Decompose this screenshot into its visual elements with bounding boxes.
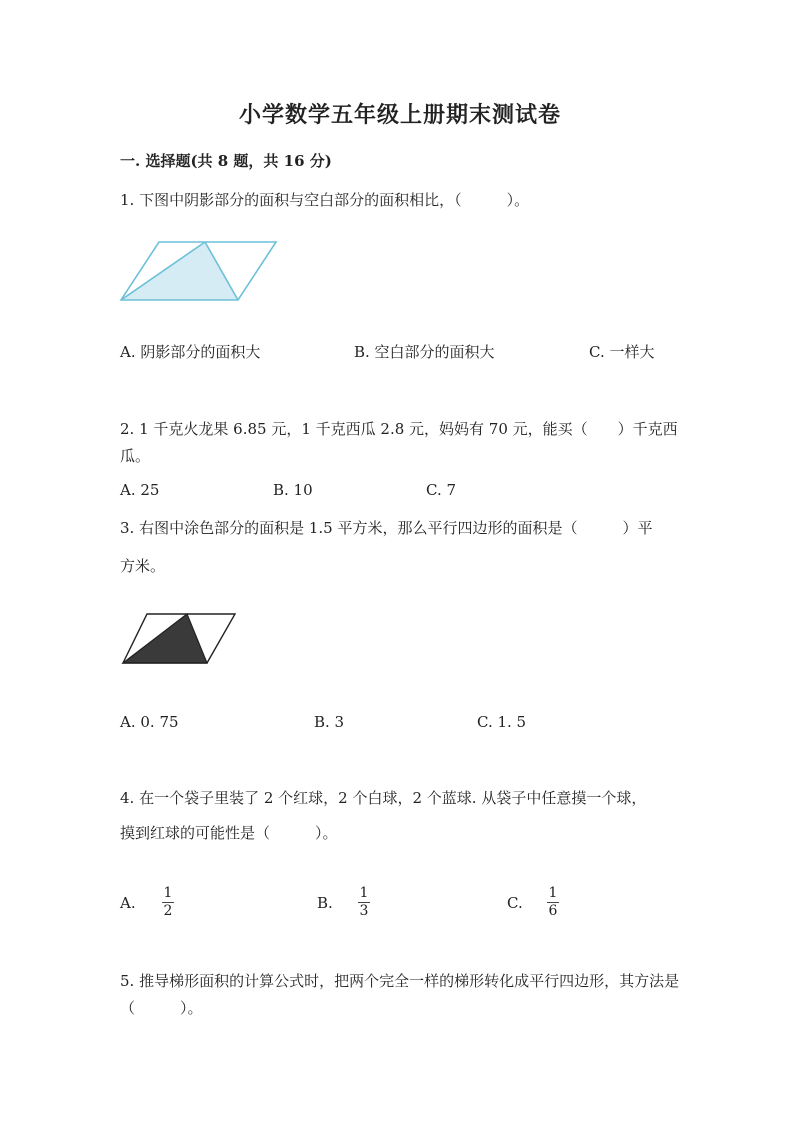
- q3-option-a[interactable]: A. 0. 75: [120, 713, 179, 731]
- q2-option-a[interactable]: A. 25: [120, 481, 160, 499]
- q4-option-a-denominator: 2: [163, 903, 173, 919]
- q1-shaded-triangle: [121, 242, 238, 300]
- question-3-line1: 3. 右图中涂色部分的面积是 1.5 平方米，那么平行四边形的面积是（ ）平: [120, 519, 653, 537]
- question-4-line2: 摸到红球的可能性是（ ）。: [120, 824, 338, 842]
- q4-option-c-numerator: 1: [548, 885, 558, 901]
- q1-option-a[interactable]: A. 阴影部分的面积大: [120, 343, 261, 361]
- q4-option-a-numerator: 1: [163, 885, 173, 901]
- question-5-text: 5. 推导梯形面积的计算公式时，把两个完全一样的梯形转化成平行四边形，其方法是（ ）。: [120, 972, 680, 1017]
- q4-option-b-fraction[interactable]: [356, 886, 372, 919]
- question-1-figure: [118, 239, 278, 303]
- q4-option-c-label[interactable]: C.: [507, 894, 523, 912]
- q4-option-c-denominator: 6: [548, 903, 558, 919]
- q1-option-c[interactable]: C. 一样大: [589, 343, 655, 361]
- q4-option-b-denominator: 3: [359, 903, 369, 919]
- q3-option-b[interactable]: B. 3: [314, 713, 345, 731]
- question-3-line2: 方米。: [120, 557, 166, 575]
- q3-option-c[interactable]: C. 1. 5: [477, 713, 527, 731]
- question-1-text: 1. 下图中阴影部分的面积与空白部分的面积相比，（ ）。: [120, 191, 530, 209]
- page-title: 小学数学五年级上册期末测试卷: [238, 102, 561, 128]
- q4-option-c-fraction[interactable]: [545, 886, 561, 919]
- question-4-line1: 4. 在一个袋子里装了 2 个红球，2 个白球，2 个蓝球. 从袋子中任意摸一个球，: [120, 789, 647, 807]
- q2-option-c[interactable]: C. 7: [426, 481, 457, 499]
- q4-option-b-label[interactable]: B.: [317, 894, 333, 912]
- q4-option-a-label[interactable]: A.: [120, 894, 136, 912]
- q1-option-b[interactable]: B. 空白部分的面积大: [354, 343, 495, 361]
- question-3-figure: [120, 612, 242, 666]
- q4-option-b-numerator: 1: [359, 885, 369, 901]
- question-2-text: 2. 1 千克火龙果 6.85 元，1 千克西瓜 2.8 元，妈妈有 70 元，能买（ ）千克西瓜。: [120, 420, 678, 465]
- q4-option-a-fraction[interactable]: [160, 886, 176, 919]
- section-heading: 一. 选择题(共 8 题，共 16 分): [120, 152, 332, 170]
- q2-option-b[interactable]: B. 10: [273, 481, 313, 499]
